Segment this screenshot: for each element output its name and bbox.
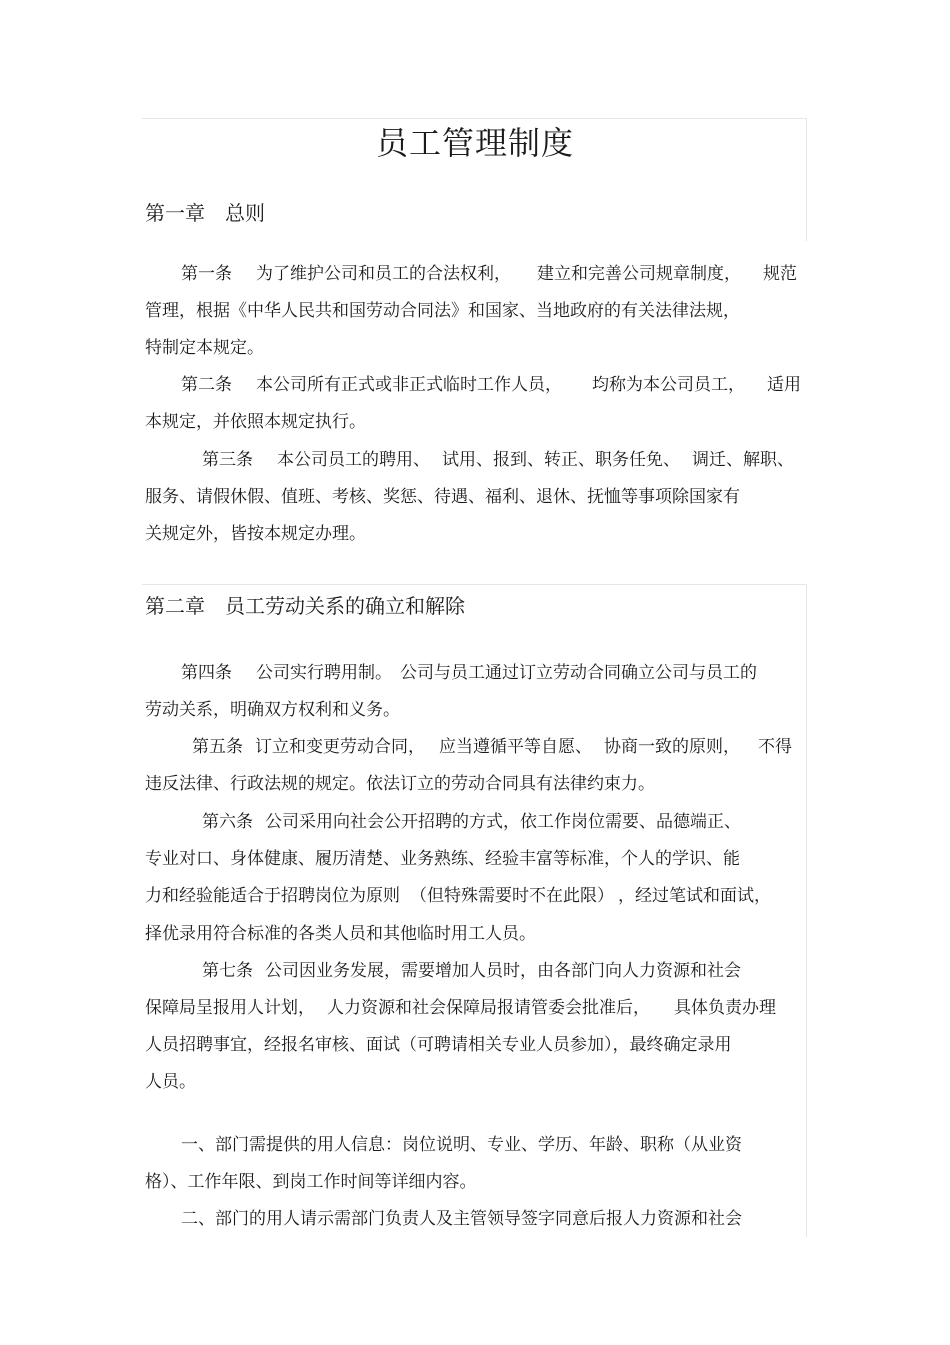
article-line: 人员招聘事宜，经报名审核、面试（可聘请相关专业人员参加），最终确定录用 bbox=[145, 1035, 732, 1055]
article-line: 专业对口、身体健康、履历清楚、业务熟练、经验丰富等标准，个人的学识、能 bbox=[145, 849, 740, 869]
article-line: 人员。 bbox=[145, 1072, 196, 1092]
article-line: 择优录用符合标准的各类人员和其他临时用工人员。 bbox=[145, 924, 536, 944]
article-line: 格）、工作年限、到岗工作时间等详细内容。 bbox=[145, 1172, 477, 1192]
article-line: 第六条 公司采用向社会公开招聘的方式，依工作岗位需要、品德端正、 bbox=[202, 812, 741, 832]
article-line: 力和经验能适合于招聘岗位为原则 （但特殊需要时不在此限） ，经过笔试和面试， bbox=[145, 886, 771, 906]
article-line: 管理，根据《中华人民共和国劳动合同法》和国家、当地政府的有关法律法规， bbox=[145, 301, 740, 321]
article-line: 第一条 为了维护公司和员工的合法权利， 建立和完善公司规章制度， 规范 bbox=[181, 264, 797, 284]
article-line: 关规定外，皆按本规定办理。 bbox=[145, 524, 366, 544]
article-line: 第三条 本公司员工的聘用、 试用、报到、转正、职务任免、 调迁、解职、 bbox=[202, 450, 794, 470]
article-line: 劳动关系，明确双方权利和义务。 bbox=[145, 700, 400, 720]
document-title: 员工管理制度 bbox=[375, 124, 574, 162]
article-line: 二、部门的用人请示需部门负责人及主管领导签字同意后报人力资源和社会 bbox=[181, 1209, 742, 1229]
article-line: 第二条 本公司所有正式或非正式临时工作人员， 均称为本公司员工， 适用 bbox=[181, 375, 801, 395]
article-line: 违反法律、行政法规的规定。依法订立的劳动合同具有法律约束力。 bbox=[145, 774, 655, 794]
article-line: 保障局呈报用人计划， 人力资源和社会保障局报请管委会批准后， 具体负责办理 bbox=[145, 998, 776, 1018]
article-line: 一、部门需提供的用人信息：岗位说明、专业、学历、年龄、职称（从业资 bbox=[181, 1135, 742, 1155]
article-line: 第四条 公司实行聘用制。 公司与员工通过订立劳动合同确立公司与员工的 bbox=[181, 663, 757, 683]
chapter-heading: 第二章 员工劳动关系的确立和解除 bbox=[145, 594, 465, 618]
chapter-heading: 第一章 总则 bbox=[145, 201, 265, 225]
article-line: 本规定，并依照本规定执行。 bbox=[145, 412, 366, 432]
article-line: 服务、请假休假、值班、考核、奖惩、待遇、福利、退休、抚恤等事项除国家有 bbox=[145, 487, 740, 507]
article-line: 特制定本规定。 bbox=[145, 338, 264, 358]
article-line: 第七条 公司因业务发展，需要增加人员时，由各部门向人力资源和社会 bbox=[202, 961, 741, 981]
article-line: 第五条 订立和变更劳动合同， 应当遵循平等自愿、 协商一致的原则， 不得 bbox=[192, 737, 792, 757]
